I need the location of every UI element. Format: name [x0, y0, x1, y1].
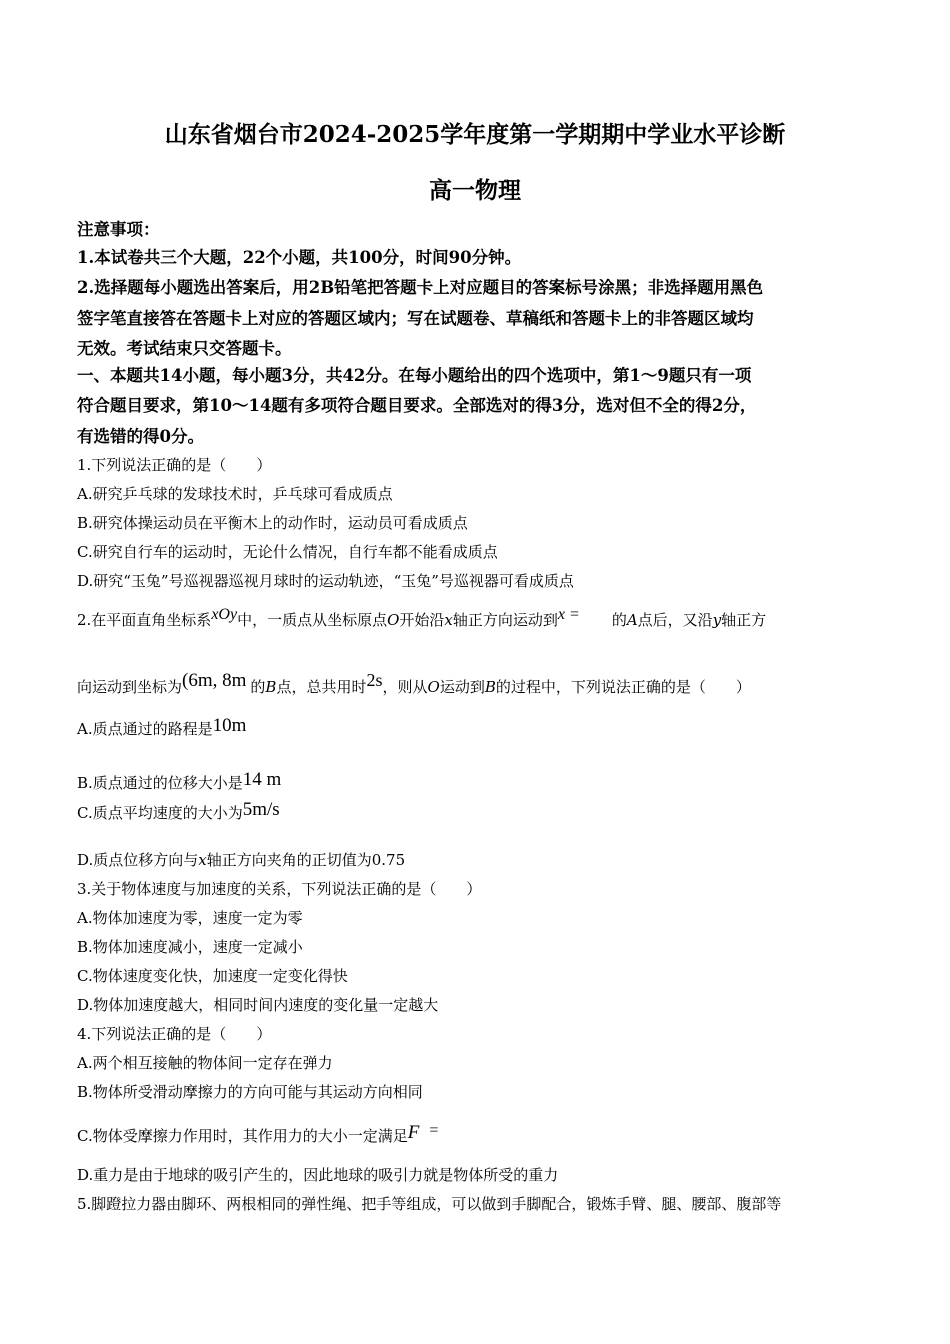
q2-math-coordinate: (6m, 8m [182, 670, 247, 691]
q2-var-o: O [387, 611, 400, 629]
q4-option-c-text: C.物体受摩擦力作用时，其作用力的大小一定满足 [77, 1127, 408, 1145]
q2-stem-line-1 [77, 605, 766, 630]
q2-math-time: 2s [366, 670, 383, 690]
q2-option-b-text: B.质点通过的位移大小是 [77, 774, 243, 792]
q1-option-c: C.研究自行车的运动时，无论什么情况，自行车都不能看成质点 [77, 543, 498, 561]
q4-option-c-math-f: F [407, 1122, 420, 1143]
q2-text: 点，总共用时 [276, 678, 367, 696]
q3-stem: 3.关于物体速度与加速度的关系，下列说法正确的是（ ） [77, 880, 482, 898]
notice-item-1: 1.本试卷共三个大题，22个小题，共100分，时间90分钟。 [77, 248, 522, 267]
q1-option-d: D.研究“玉兔”号巡视器巡视月球时的运动轨迹，“玉兔”号巡视器可看成质点 [77, 572, 574, 590]
q4-option-a: A.两个相互接触的物体间一定存在弹力 [77, 1054, 333, 1072]
q2-text: 运动到 [439, 678, 485, 696]
q2-text: 点后，又沿 [637, 611, 713, 629]
q2-text: 轴正方向运动到 [452, 611, 558, 629]
q2-var-b: B [484, 678, 496, 696]
q2-text: 的 [250, 678, 266, 696]
q2-var-a: A [626, 611, 638, 629]
q4-option-c [77, 1121, 438, 1146]
q1-option-b: B.研究体操运动员在平衡木上的动作时，运动员可看成质点 [77, 514, 468, 532]
notice-item-2-line-3: 无效。考试结束只交答题卡。 [77, 339, 292, 358]
section1-instruction-line-2: 符合题目要求，第10～14题有多项符合题目要求。全部选对的得3分，选对但不全的得2分， [77, 396, 757, 415]
q2-text: 中，一质点从坐标原点 [237, 611, 388, 629]
q2-option-d [77, 850, 405, 870]
q5-stem: 5.脚蹬拉力器由脚环、两根相同的弹性绳、把手等组成，可以做到手脚配合，锻炼手臂、腿、腰部、腹部等 [77, 1195, 782, 1213]
q2-option-b [77, 770, 281, 793]
q4-option-d: D.重力是由于地球的吸引产生的，因此地球的吸引力就是物体所受的重力 [77, 1166, 559, 1184]
q2-option-d-text: D.质点位移方向与 [77, 851, 199, 869]
q3-option-c: C.物体速度变化快，加速度一定变化得快 [77, 967, 348, 985]
q2-option-c [77, 800, 280, 823]
q2-var-x: x [444, 611, 453, 629]
q2-option-c-text: C.质点平均速度的大小为 [77, 804, 243, 822]
q2-math-xoy: xOy [211, 606, 238, 623]
q2-text: 2.在平面直角坐标系 [77, 611, 212, 629]
q4-option-c-math-eq: = [429, 1122, 439, 1139]
q3-option-b: B.物体加速度减小，速度一定减小 [77, 938, 303, 956]
q2-option-a [77, 716, 246, 739]
section1-instruction-line-3: 有选错的得0分。 [77, 427, 204, 446]
q2-option-d-var-x: x [198, 851, 207, 869]
q2-option-a-text: A.质点通过的路程是 [77, 720, 213, 738]
q2-var-b: B [265, 678, 277, 696]
section1-instruction-line-1: 一、本题共14小题，每小题3分，共42分。在每小题给出的四个选项中，第1～9题只有一项 [77, 366, 752, 385]
notice-item-2-line-2: 签字笔直接答在答题卡上对应的答题区域内；写在试题卷、草稿纸和答题卡上的非答题区域均 [77, 309, 754, 328]
q2-text: ，则从 [382, 678, 428, 696]
q2-stem-line-2 [77, 670, 751, 697]
q2-option-c-math: 5m/s [242, 799, 280, 820]
exam-title: 山东省烟台市2024-2025学年度第一学期期中学业水平诊断 [164, 121, 786, 148]
q2-var-y: y [712, 611, 722, 629]
q2-option-a-math: 10m [212, 715, 247, 736]
q2-text: 的 [611, 611, 627, 629]
q3-option-d: D.物体加速度越大，相同时间内速度的变化量一定越大 [77, 996, 439, 1014]
q1-stem: 1.下列说法正确的是（ ） [77, 456, 272, 474]
q2-math-x-eq: x = [557, 606, 580, 623]
q2-var-o: O [427, 678, 440, 696]
q1-option-a: A.研究乒乓球的发球技术时，乒乓球可看成质点 [77, 485, 393, 503]
exam-subject: 高一物理 [429, 177, 521, 204]
notice-item-2-line-1: 2.选择题每小题选出答案后，用2B铅笔把答题卡上对应题目的答案标号涂黑；非选择题用黑色 [77, 278, 764, 297]
q2-text: 轴正方 [721, 611, 767, 629]
q4-option-b: B.物体所受滑动摩擦力的方向可能与其运动方向相同 [77, 1083, 423, 1101]
q2-text: 开始沿 [399, 611, 445, 629]
q2-text: 向运动到坐标为 [77, 678, 183, 696]
notice-heading: 注意事项： [77, 220, 160, 239]
q2-option-d-text: 轴正方向夹角的正切值为0.75 [206, 851, 406, 869]
q2-text: 的过程中，下列说法正确的是（ ） [495, 678, 751, 696]
q4-stem: 4.下列说法正确的是（ ） [77, 1025, 272, 1043]
q2-option-b-math: 14 m [242, 769, 282, 790]
q3-option-a: A.物体加速度为零，速度一定为零 [77, 909, 303, 927]
